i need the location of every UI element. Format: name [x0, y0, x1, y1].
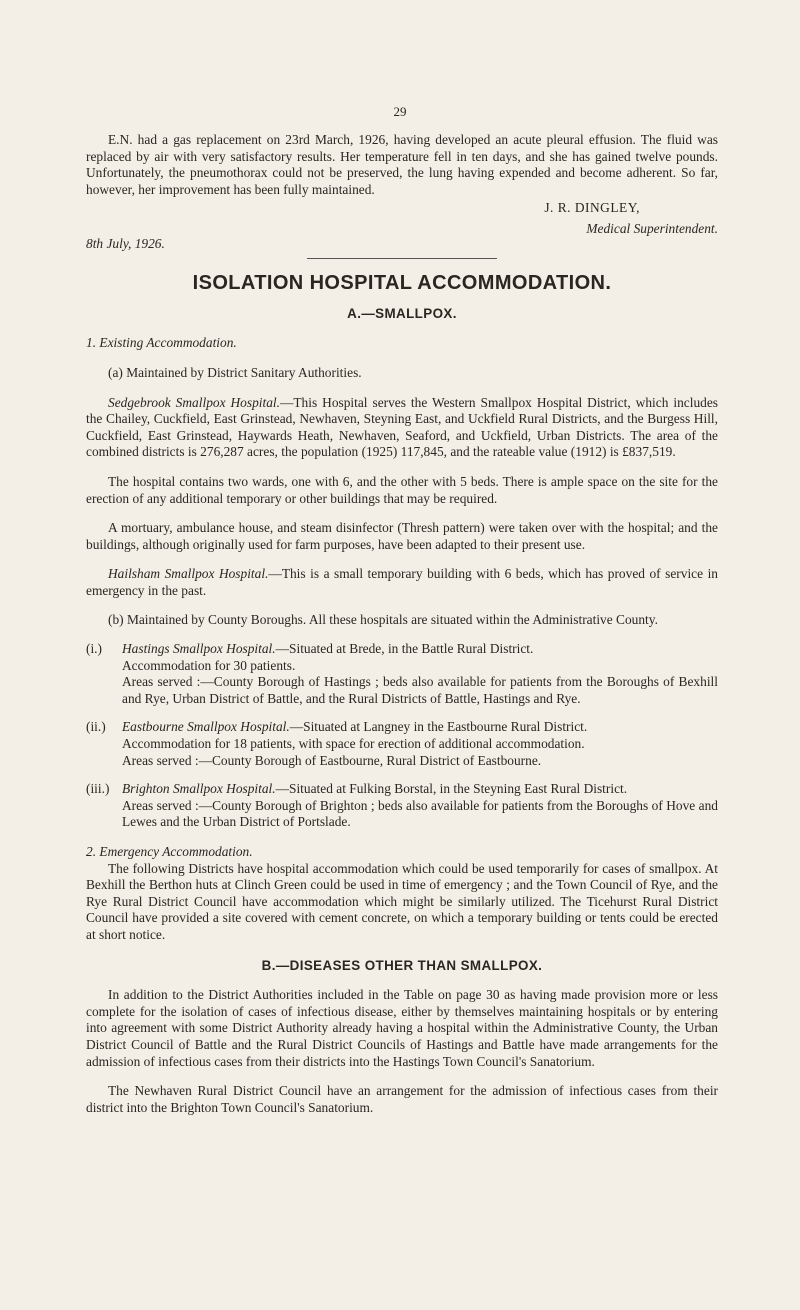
hospital-item-hastings [86, 641, 718, 707]
sub-heading-district: (a) Maintained by District Sanitary Authorities. [108, 364, 362, 380]
item-heading: Hastings Smallpox Hospital.—Situated at Brede, in the Battle Rural District. [122, 641, 534, 657]
sedgebrook-paragraph: Sedgebrook Smallpox Hospital.—This Hospital serves the Western Smallpox Hospital District, which includes the Chailey, Cuckfield, East Grinstead, Newhaven, Steyning East, and Uckfield Rural Districts, and the Burgess Hill, Cuckfield, East Grinstead, Haywards Heath, Newhaven, Seaford, and Uckfield, Urban Districts. The area of the combined districts is 276,287 acres, the population (1925) 117,845, and the rateable value (1912) is £837,519. [86, 394, 718, 460]
report-date: 8th July, 1926. [86, 235, 165, 251]
page-content [86, 132, 718, 1116]
page-title: ISOLATION HOSPITAL ACCOMMODATION. [192, 272, 612, 295]
item-areas: Areas served :—County Borough of Eastbourne, Rural District of Eastbourne. [122, 752, 542, 768]
divider-rule [307, 258, 497, 259]
item-accommodation: Accommodation for 30 patients. [122, 657, 296, 673]
wards-paragraph: The hospital contains two wards, one with 6, and the other with 5 beds. There is ample space on the site for the erection of any additional temporary or other buildings that may be required. [86, 473, 718, 506]
hospital-item-brighton [86, 781, 718, 831]
item-areas: Areas served :—County Borough of Hastings ; beds also available for patients from the Boroughs of Bexhill and Rye, Urban District of Battle, and the Rural Districts of Battle, Hastings and Rye. [122, 674, 718, 706]
section-b-paragraph-2: The Newhaven Rural District Council have an arrangement for the admission of infectious cases from their district into the Brighton Town Council's Sanatorium. [86, 1083, 718, 1115]
emergency-paragraph: The following Districts have hospital accommodation which could be used temporarily for cases of smallpox. At Bexhill the Berthon huts at Clinch Green could be used in time of emergency ; and the Town Council of Rye, and the Rye Rural District Council have accommodation which might be similarly utilized. The Ticehurst Rural District Council have provided a site covered with cement concrete, on which a temporary building or tents could be erected at short notice. [86, 860, 718, 942]
hailsham-paragraph: Hailsham Smallpox Hospital.—This is a small temporary building with 6 beds, which has proved of service in emergency in the past. [86, 566, 718, 598]
page-number: 29 [393, 104, 407, 119]
signature-title: Medical Superintendent. [586, 220, 718, 236]
item-number: (iii.) [86, 781, 110, 797]
section-a-heading: A.—SMALLPOX. [347, 305, 457, 321]
mortuary-paragraph: A mortuary, ambulance house, and steam disinfector (Thresh pattern) were taken over with the hospital; and the buildings, although originally used for farm purposes, have been adapted to their present use. [86, 520, 718, 552]
section-b-heading: B.—DISEASES OTHER THAN SMALLPOX. [261, 957, 543, 973]
item-number: (i.) [86, 641, 102, 657]
section-b-paragraph-1: In addition to the District Authorities included in the Table on page 30 as having made provision more or less complete for the isolation of cases of infectious disease, either by themselves maintaining hospitals or by entering into agreement with some District Authority already having a hospital within the Administrative County, the Urban District Council of Battle and the Rural District Councils of Hastings and Battle have made arrangements for the admission of infectious cases from their districts into the Hastings Town Council's Sanatorium. [86, 987, 718, 1069]
item-heading: Brighton Smallpox Hospital.—Situated at Fulking Borstal, in the Steyning East Rural District. [122, 781, 628, 797]
hailsham-name: Hailsham Smallpox Hospital. [108, 566, 269, 582]
intro-paragraph: E.N. had a gas replacement on 23rd March, 1926, having developed an acute pleural effusion. The fluid was replaced by air with very satisfactory results. Her temperature fell in ten days, and she has gained twelve pounds. Unfortunately, the pneumothorax could not be preserved, the lung having expended and become adherent. So far, however, her improvement has been fully maintained. [86, 132, 718, 197]
sub-heading-county: (b) Maintained by County Boroughs. All these hospitals are situated within the Administrative County. [108, 612, 658, 628]
sub-heading-emergency: 2. Emergency Accommodation. [86, 844, 253, 859]
hospital-item-eastbourne [86, 719, 718, 769]
item-accommodation: Accommodation for 18 patients, with space for erection of additional accommodation. [122, 736, 585, 752]
sedgebrook-name: Sedgebrook Smallpox Hospital. [108, 394, 280, 410]
sub-heading-existing: 1. Existing Accommodation. [86, 335, 237, 351]
signature-name: J. R. DINGLEY, [544, 200, 640, 216]
item-heading: Eastbourne Smallpox Hospital.—Situated at Langney in the Eastbourne Rural District. [122, 719, 588, 735]
item-number: (ii.) [86, 719, 106, 735]
item-areas: Areas served :—County Borough of Brighton ; beds also available for patients from the Boroughs of Hove and Lewes and the Urban District of Portslade. [122, 797, 718, 830]
